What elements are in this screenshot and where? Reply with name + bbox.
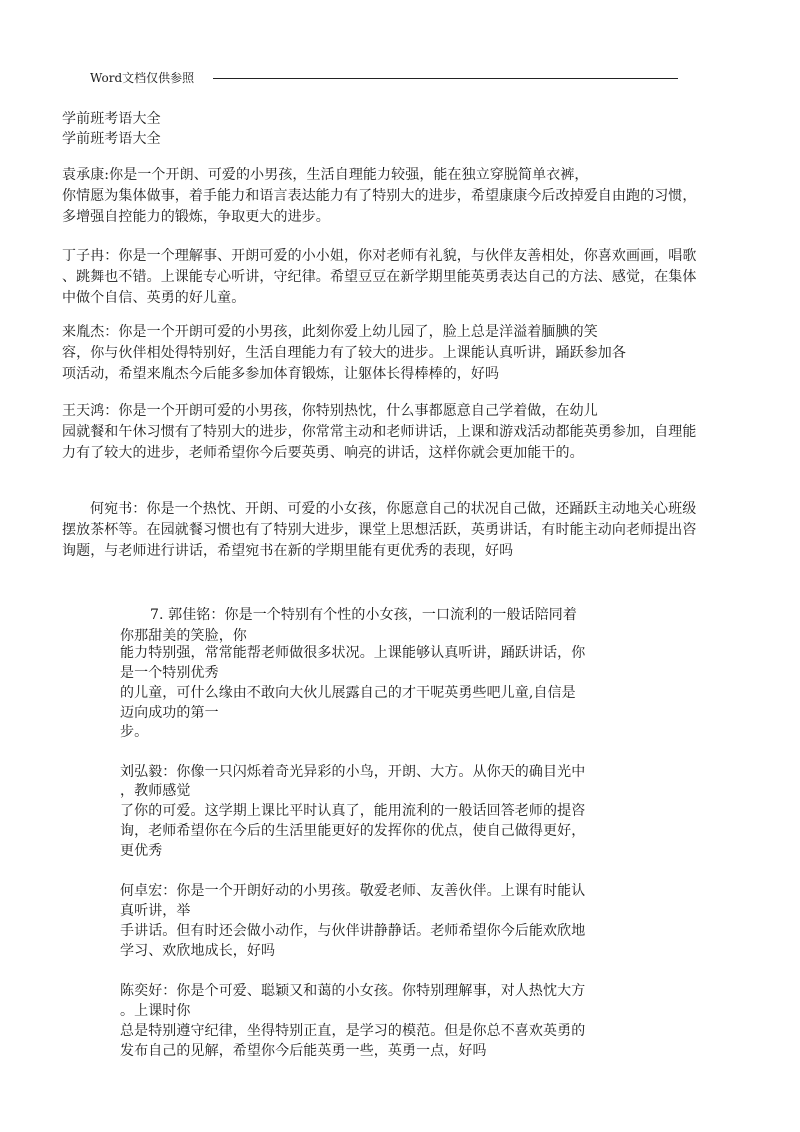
paragraph-line: 学习、欢欣地成长，好吗 (120, 943, 276, 959)
header-text: Word文档仅供参照 (90, 71, 195, 85)
paragraph-line: 的儿童，可什么缘由不敢向大伙儿展露自己的才干呢英勇些吧儿童,自信是 (120, 685, 576, 701)
paragraph-line: 王天鸿：你是一个开朗可爱的小男孩，你特别热忱，什么事都愿意自己学着做，在幼儿 (62, 403, 598, 419)
paragraph-line: 发布自己的见解，希望你今后能英勇一些，英勇一点，好吗 (120, 1043, 487, 1059)
paragraph-line: 中做个自信、英勇的好儿童。 (62, 290, 246, 306)
page-title: 学前班考语大全 (62, 111, 161, 127)
paragraph-line: 迈向成功的第一 (120, 705, 219, 721)
paragraph-line: 园就餐和午休习惯有了特别大的进步，你常常主动和老师讲话，上课和游戏活动都能英勇参加，自理能 (62, 424, 697, 440)
paragraph-line: 询，老师希望你在今后的生活里能更好的发挥你的优点，使自己做得更好， (120, 823, 586, 839)
paragraph-line: 何宛书：你是一个热忱、开朗、可爱的小女孩，你愿意自己的状况自己做，还踊跃主动地关心班级 (90, 501, 697, 517)
paragraph-line: 你情愿为集体做事，着手能力和语言表达能力有了特别大的进步，希望康康今后改掉爱自由跑的习惯， (62, 188, 697, 204)
paragraph-line: 多增强自控能力的锻炼，争取更大的进步。 (62, 209, 330, 225)
paragraph-line: 陈奕好：你是个可爱、聪颖又和蔼的小女孩。你特别理解事，对人热忱大方 (120, 983, 586, 999)
paragraph-line: 。上课时你 (120, 1003, 191, 1019)
paragraph-line: 7. 郭佳铭：你是一个特别有个性的小女孩，一口流利的一般话陪同着 (150, 607, 578, 623)
paragraph-line: 刘弘毅：你像一只闪烁着奇光异彩的小鸟，开朗、大方。从你天的确目光中 (120, 764, 586, 780)
paragraph-line: ，教师感觉 (120, 783, 191, 799)
paragraph-line: 你那甜美的笑脸，你 (120, 628, 247, 644)
page-title: 学前班考语大全 (62, 131, 161, 147)
paragraph-line: 真听讲，举 (120, 903, 191, 919)
paragraph-line: 袁承康:你是一个开朗、可爱的小男孩，生活自理能力较强，能在独立穿脱简单衣裤， (62, 167, 589, 183)
paragraph-line: 容，你与伙伴相处得特别好，生活自理能力有了较大的进步。上课能认真听讲，踊跃参加各 (62, 345, 626, 361)
paragraph-line: 了你的可爱。这学期上课比平时认真了，能用流利的一般话回答老师的提咨 (120, 803, 586, 819)
paragraph-line: 丁子冉：你是一个理解事、开朗可爱的小小姐，你对老师有礼貌，与伙伴友善相处，你喜欢画画，唱歌 (62, 248, 697, 264)
paragraph-line: 来胤杰：你是一个开朗可爱的小男孩，此刻你爱上幼儿园了，脸上总是洋溢着腼腆的笑 (62, 324, 598, 340)
paragraph-line: 总是特别遵守纪律，坐得特别正直，是学习的模范。但是你总不喜欢英勇的 (120, 1023, 586, 1039)
paragraph-line: 是一个特别优秀 (120, 665, 219, 681)
paragraph-line: 手讲话。但有时还会做小动作，与伙伴讲静静话。老师希望你今后能欢欣地 (120, 923, 586, 939)
paragraph-line: 何卓宏：你是一个开朗好动的小男孩。敬爱老师、友善伙伴。上课有时能认 (120, 883, 586, 899)
paragraph-line: 步。 (120, 724, 149, 740)
paragraph-line: 更优秀 (120, 843, 163, 859)
paragraph-line: 能力特别强，常常能帮老师做很多状况。上课能够认真听讲，踊跃讲话，你 (120, 645, 586, 661)
paragraph-line: 摆放茶杯等。在园就餐习惯也有了特别大进步，课堂上思想活跃，英勇讲话，有时能主动向老师提出咨 (62, 522, 697, 538)
paragraph-line: 项活动，希望来胤杰今后能多参加体育锻炼，让躯体长得棒棒的，好吗 (62, 366, 500, 382)
header-rule (213, 78, 678, 79)
paragraph-line: 力有了较大的进步，老师希望你今后要英勇、响亮的讲话，这样你就会更加能干的。 (62, 445, 584, 461)
paragraph-line: 询题，与老师进行讲话，希望宛书在新的学期里能有更优秀的表现，好吗 (62, 543, 514, 559)
paragraph-line: 、跳舞也不错。上课能专心听讲，守纪律。希望豆豆在新学期里能英勇表达自己的方法、感觉，在集体 (62, 269, 697, 285)
